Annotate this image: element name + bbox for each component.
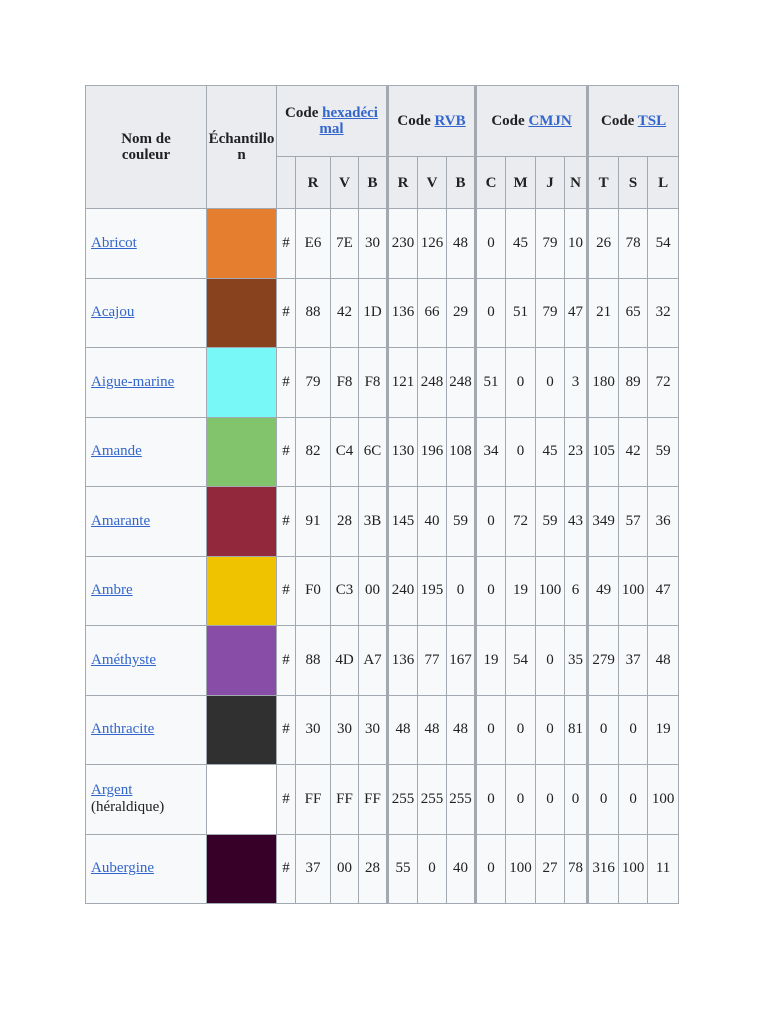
cmjn-j: 27 <box>536 834 565 904</box>
color-swatch <box>207 209 277 279</box>
rvb-r: 48 <box>388 695 418 765</box>
rvb-r: 240 <box>388 556 418 626</box>
table-row <box>86 487 679 557</box>
cmjn-c: 0 <box>476 834 506 904</box>
cmjn-j: 79 <box>536 209 565 279</box>
table-row <box>86 209 679 279</box>
tsl-t: 180 <box>588 348 619 418</box>
hex-hash: # <box>277 765 296 835</box>
tsl-t: 349 <box>588 487 619 557</box>
cmjn-m: 45 <box>506 209 536 279</box>
rvb-b: 167 <box>447 626 476 696</box>
hex-b: 28 <box>359 834 388 904</box>
header-hex-hash <box>277 157 296 209</box>
hex-v: F8 <box>331 348 359 418</box>
color-name-link[interactable]: Amande <box>91 443 142 460</box>
color-swatch <box>207 765 277 835</box>
header-hex-r: R <box>296 157 331 209</box>
tsl-l: 54 <box>648 209 679 279</box>
color-swatch <box>207 834 277 904</box>
tsl-s: 57 <box>619 487 648 557</box>
hex-v: 30 <box>331 695 359 765</box>
cmjn-c: 0 <box>476 556 506 626</box>
header-color-name: Nom de couleur <box>86 86 207 209</box>
cmjn-n: 43 <box>565 487 588 557</box>
cmjn-j: 59 <box>536 487 565 557</box>
rvb-r: 136 <box>388 626 418 696</box>
color-table-body <box>86 209 679 904</box>
tsl-t: 316 <box>588 834 619 904</box>
hex-r: 79 <box>296 348 331 418</box>
rvb-r: 55 <box>388 834 418 904</box>
color-name-link[interactable]: Acajou <box>91 304 135 321</box>
color-swatch <box>207 348 277 418</box>
header-tsl-t: T <box>588 157 619 209</box>
cmjn-j: 79 <box>536 278 565 348</box>
hex-r: 88 <box>296 278 331 348</box>
color-name-link[interactable]: Anthracite <box>91 721 155 738</box>
hex-b: 6C <box>359 417 388 487</box>
header-cmjn-m: M <box>506 157 536 209</box>
cmjn-j: 45 <box>536 417 565 487</box>
hex-v: 00 <box>331 834 359 904</box>
header-group-cmjn <box>476 86 588 157</box>
color-name-cell <box>86 417 207 487</box>
color-name-cell <box>86 834 207 904</box>
header-rvb-b: B <box>447 157 476 209</box>
tsl-l: 32 <box>648 278 679 348</box>
color-name-note: (héraldique) <box>91 799 165 816</box>
hex-b: F8 <box>359 348 388 418</box>
rvb-b: 255 <box>447 765 476 835</box>
hex-b: 1D <box>359 278 388 348</box>
cmjn-m: 0 <box>506 348 536 418</box>
header-cmjn-j: J <box>536 157 565 209</box>
color-name-link[interactable]: Amarante <box>91 512 151 529</box>
header-group-rvb <box>388 86 476 157</box>
tsl-t: 0 <box>588 765 619 835</box>
hex-b: 30 <box>359 209 388 279</box>
table-row <box>86 556 679 626</box>
rvb-b: 29 <box>447 278 476 348</box>
table-row <box>86 834 679 904</box>
tsl-s: 0 <box>619 765 648 835</box>
color-name-link[interactable]: Aigue-marine <box>91 373 175 390</box>
tsl-l: 11 <box>648 834 679 904</box>
cmjn-c: 51 <box>476 348 506 418</box>
rvb-b: 108 <box>447 417 476 487</box>
color-swatch <box>207 626 277 696</box>
header-tsl-l: L <box>648 157 679 209</box>
hex-b: 00 <box>359 556 388 626</box>
header-group-prefix: Code <box>491 113 529 129</box>
tsl-t: 26 <box>588 209 619 279</box>
rvb-b: 0 <box>447 556 476 626</box>
rvb-b: 48 <box>447 695 476 765</box>
color-swatch <box>207 695 277 765</box>
hex-r: F0 <box>296 556 331 626</box>
cmjn-n: 10 <box>565 209 588 279</box>
hex-v: 28 <box>331 487 359 557</box>
color-name-cell <box>86 695 207 765</box>
header-group-hex <box>277 86 388 157</box>
color-name-cell <box>86 348 207 418</box>
color-table <box>85 85 679 904</box>
cmjn-n: 0 <box>565 765 588 835</box>
tsl-l: 48 <box>648 626 679 696</box>
hex-v: 42 <box>331 278 359 348</box>
cmjn-m: 0 <box>506 765 536 835</box>
cmjn-m: 72 <box>506 487 536 557</box>
rvb-b: 48 <box>447 209 476 279</box>
color-name-cell <box>86 626 207 696</box>
cmjn-c: 0 <box>476 765 506 835</box>
header-tsl-s: S <box>619 157 648 209</box>
hex-hash: # <box>277 417 296 487</box>
header-sample: Échantillon <box>207 86 277 209</box>
rvb-r: 255 <box>388 765 418 835</box>
hex-v: 7E <box>331 209 359 279</box>
header-group-prefix: Code <box>600 113 638 129</box>
cmjn-j: 0 <box>536 626 565 696</box>
cmjn-n: 35 <box>565 626 588 696</box>
color-swatch <box>207 278 277 348</box>
color-name-cell <box>86 487 207 557</box>
cmjn-n: 81 <box>565 695 588 765</box>
cmjn-c: 0 <box>476 695 506 765</box>
cmjn-j: 0 <box>536 695 565 765</box>
hex-hash: # <box>277 626 296 696</box>
tsl-s: 65 <box>619 278 648 348</box>
tsl-s: 37 <box>619 626 648 696</box>
cmjn-c: 0 <box>476 487 506 557</box>
rvb-r: 121 <box>388 348 418 418</box>
color-name-cell <box>86 765 207 835</box>
cmjn-m: 0 <box>506 417 536 487</box>
cmjn-c: 0 <box>476 278 506 348</box>
rvb-v: 196 <box>418 417 447 487</box>
cmjn-c: 34 <box>476 417 506 487</box>
hex-v: FF <box>331 765 359 835</box>
hex-b: 30 <box>359 695 388 765</box>
cmjn-n: 78 <box>565 834 588 904</box>
rvb-v: 40 <box>418 487 447 557</box>
hex-r: 88 <box>296 626 331 696</box>
color-name-link[interactable]: Ambre <box>91 582 133 599</box>
color-table-container <box>85 85 678 904</box>
color-swatch <box>207 487 277 557</box>
tsl-s: 78 <box>619 209 648 279</box>
link-hexadecimal[interactable]: hexadécimal <box>319 105 378 137</box>
tsl-l: 59 <box>648 417 679 487</box>
tsl-s: 42 <box>619 417 648 487</box>
color-name-link[interactable]: Argent <box>91 782 133 799</box>
cmjn-j: 100 <box>536 556 565 626</box>
header-rvb-r: R <box>388 157 418 209</box>
hex-hash: # <box>277 556 296 626</box>
rvb-r: 145 <box>388 487 418 557</box>
tsl-t: 279 <box>588 626 619 696</box>
hex-r: 91 <box>296 487 331 557</box>
color-name-cell <box>86 556 207 626</box>
header-hex-b: B <box>359 157 388 209</box>
hex-r: 82 <box>296 417 331 487</box>
table-row <box>86 765 679 835</box>
rvb-r: 130 <box>388 417 418 487</box>
rvb-v: 48 <box>418 695 447 765</box>
tsl-t: 0 <box>588 695 619 765</box>
cmjn-m: 100 <box>506 834 536 904</box>
header-group-prefix: Code <box>285 105 323 121</box>
cmjn-j: 0 <box>536 348 565 418</box>
color-name-cell <box>86 209 207 279</box>
hex-b: 3B <box>359 487 388 557</box>
hex-v: C4 <box>331 417 359 487</box>
cmjn-m: 54 <box>506 626 536 696</box>
color-name-link[interactable]: Améthyste <box>91 651 156 668</box>
hex-b: A7 <box>359 626 388 696</box>
rvb-b: 40 <box>447 834 476 904</box>
cmjn-c: 0 <box>476 209 506 279</box>
hex-r: 30 <box>296 695 331 765</box>
tsl-l: 100 <box>648 765 679 835</box>
rvb-b: 59 <box>447 487 476 557</box>
hex-r: E6 <box>296 209 331 279</box>
hex-hash: # <box>277 278 296 348</box>
hex-hash: # <box>277 834 296 904</box>
hex-b: FF <box>359 765 388 835</box>
header-group-tsl <box>588 86 679 157</box>
hex-hash: # <box>277 209 296 279</box>
color-swatch <box>207 417 277 487</box>
rvb-v: 0 <box>418 834 447 904</box>
tsl-s: 100 <box>619 834 648 904</box>
tsl-t: 21 <box>588 278 619 348</box>
header-rvb-v: V <box>418 157 447 209</box>
hex-r: FF <box>296 765 331 835</box>
cmjn-n: 6 <box>565 556 588 626</box>
rvb-v: 66 <box>418 278 447 348</box>
rvb-v: 126 <box>418 209 447 279</box>
color-name-link[interactable]: Abricot <box>91 234 137 251</box>
hex-hash: # <box>277 695 296 765</box>
color-name-cell <box>86 278 207 348</box>
tsl-s: 89 <box>619 348 648 418</box>
color-name-link[interactable]: Aubergine <box>91 860 155 877</box>
cmjn-j: 0 <box>536 765 565 835</box>
tsl-l: 19 <box>648 695 679 765</box>
cmjn-m: 51 <box>506 278 536 348</box>
header-cmjn-n: N <box>565 157 588 209</box>
header-hex-v: V <box>331 157 359 209</box>
table-row <box>86 278 679 348</box>
table-row <box>86 626 679 696</box>
hex-v: C3 <box>331 556 359 626</box>
header-cmjn-c: C <box>476 157 506 209</box>
table-row <box>86 417 679 487</box>
hex-r: 37 <box>296 834 331 904</box>
hex-hash: # <box>277 348 296 418</box>
rvb-r: 230 <box>388 209 418 279</box>
table-row <box>86 695 679 765</box>
tsl-l: 72 <box>648 348 679 418</box>
link-cmjn[interactable]: CMJN <box>528 113 572 129</box>
cmjn-n: 23 <box>565 417 588 487</box>
rvb-v: 255 <box>418 765 447 835</box>
rvb-b: 248 <box>447 348 476 418</box>
cmjn-m: 0 <box>506 695 536 765</box>
rvb-v: 195 <box>418 556 447 626</box>
link-rvb[interactable]: RVB <box>434 113 466 129</box>
cmjn-n: 3 <box>565 348 588 418</box>
rvb-v: 248 <box>418 348 447 418</box>
link-tsl[interactable]: TSL <box>637 113 667 129</box>
tsl-s: 100 <box>619 556 648 626</box>
hex-hash: # <box>277 487 296 557</box>
cmjn-m: 19 <box>506 556 536 626</box>
cmjn-c: 19 <box>476 626 506 696</box>
tsl-s: 0 <box>619 695 648 765</box>
tsl-t: 105 <box>588 417 619 487</box>
tsl-t: 49 <box>588 556 619 626</box>
rvb-v: 77 <box>418 626 447 696</box>
tsl-l: 47 <box>648 556 679 626</box>
rvb-r: 136 <box>388 278 418 348</box>
header-group-prefix: Code <box>397 113 435 129</box>
table-row <box>86 348 679 418</box>
hex-v: 4D <box>331 626 359 696</box>
tsl-l: 36 <box>648 487 679 557</box>
cmjn-n: 47 <box>565 278 588 348</box>
color-swatch <box>207 556 277 626</box>
